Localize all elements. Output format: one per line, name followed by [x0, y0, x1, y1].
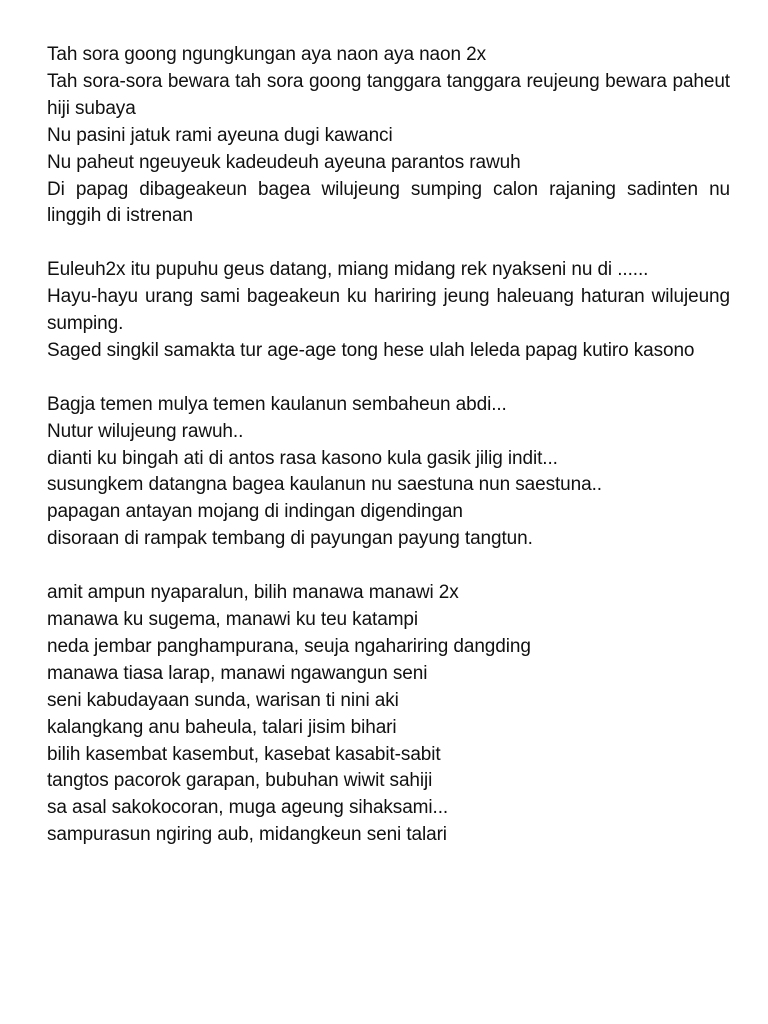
lyric-line: tangtos pacorok garapan, bubuhan wiwit sahiji — [47, 770, 433, 792]
lyric-line: Nu pasini jatuk rami ayeuna dugi kawanci — [47, 124, 393, 146]
lyric-line: manawa tiasa larap, manawi ngawangun seni — [47, 662, 428, 684]
stanza-4 — [47, 580, 730, 849]
stanza-3 — [47, 392, 730, 553]
lyric-line: Nu paheut ngeuyeuk kadeudeuh ayeuna parantos rawuh — [47, 151, 521, 173]
lyric-line: Saged singkil samakta tur age-age tong hese ulah leleda papag kutiro kasono — [47, 339, 695, 361]
lyric-line: amit ampun nyaparalun, bilih manawa manawi 2x — [47, 582, 459, 604]
stanza-1 — [47, 42, 730, 230]
lyric-line: papagan antayan mojang di indingan digendingan — [47, 501, 463, 523]
lyric-line: kalangkang anu baheula, talari jisim bihari — [47, 716, 397, 738]
lyric-line: Tah sora-sora bewara tah sora goong tanggara tanggara reujeung bewara paheut hiji subaya — [47, 70, 730, 119]
lyric-line: dianti ku bingah ati di antos rasa kasono kula gasik jilig indit... — [47, 447, 558, 469]
lyric-line: sa asal sakokocoran, muga ageung sihaksami... — [47, 797, 449, 819]
lyric-line: neda jembar panghampurana, seuja ngahariring dangding — [47, 635, 531, 657]
lyric-line: Euleuh2x itu pupuhu geus datang, miang midang rek nyakseni nu di ...... — [47, 259, 649, 281]
lyric-line: Tah sora goong ngungkungan aya naon aya naon 2x — [47, 44, 486, 65]
lyric-line: Hayu-hayu urang sami bageakeun ku hariring jeung haleuang haturan wilujeung sumping. — [47, 286, 730, 335]
lyric-line: manawa ku sugema, manawi ku teu katampi — [47, 608, 419, 630]
lyric-line: Nutur wilujeung rawuh.. — [47, 420, 244, 442]
lyric-line: disoraan di rampak tembang di payungan payung tangtun. — [47, 528, 533, 550]
lyric-line: bilih kasembat kasembut, kasebat kasabit-sabit — [47, 743, 441, 765]
lyric-line: seni kabudayaan sunda, warisan ti nini aki — [47, 689, 399, 711]
lyric-line: susungkem datangna bagea kaulanun nu saestuna nun saestuna.. — [47, 474, 602, 496]
lyric-line: sampurasun ngiring aub, midangkeun seni talari — [47, 824, 447, 846]
stanza-2 — [47, 257, 730, 365]
lyric-line: Bagja temen mulya temen kaulanun sembaheun abdi... — [47, 393, 507, 415]
lyrics-document — [47, 42, 730, 876]
lyric-line: Di papag dibageakeun bagea wilujeung sumping calon rajaning sadinten nu linggih di istrenan — [47, 178, 730, 227]
